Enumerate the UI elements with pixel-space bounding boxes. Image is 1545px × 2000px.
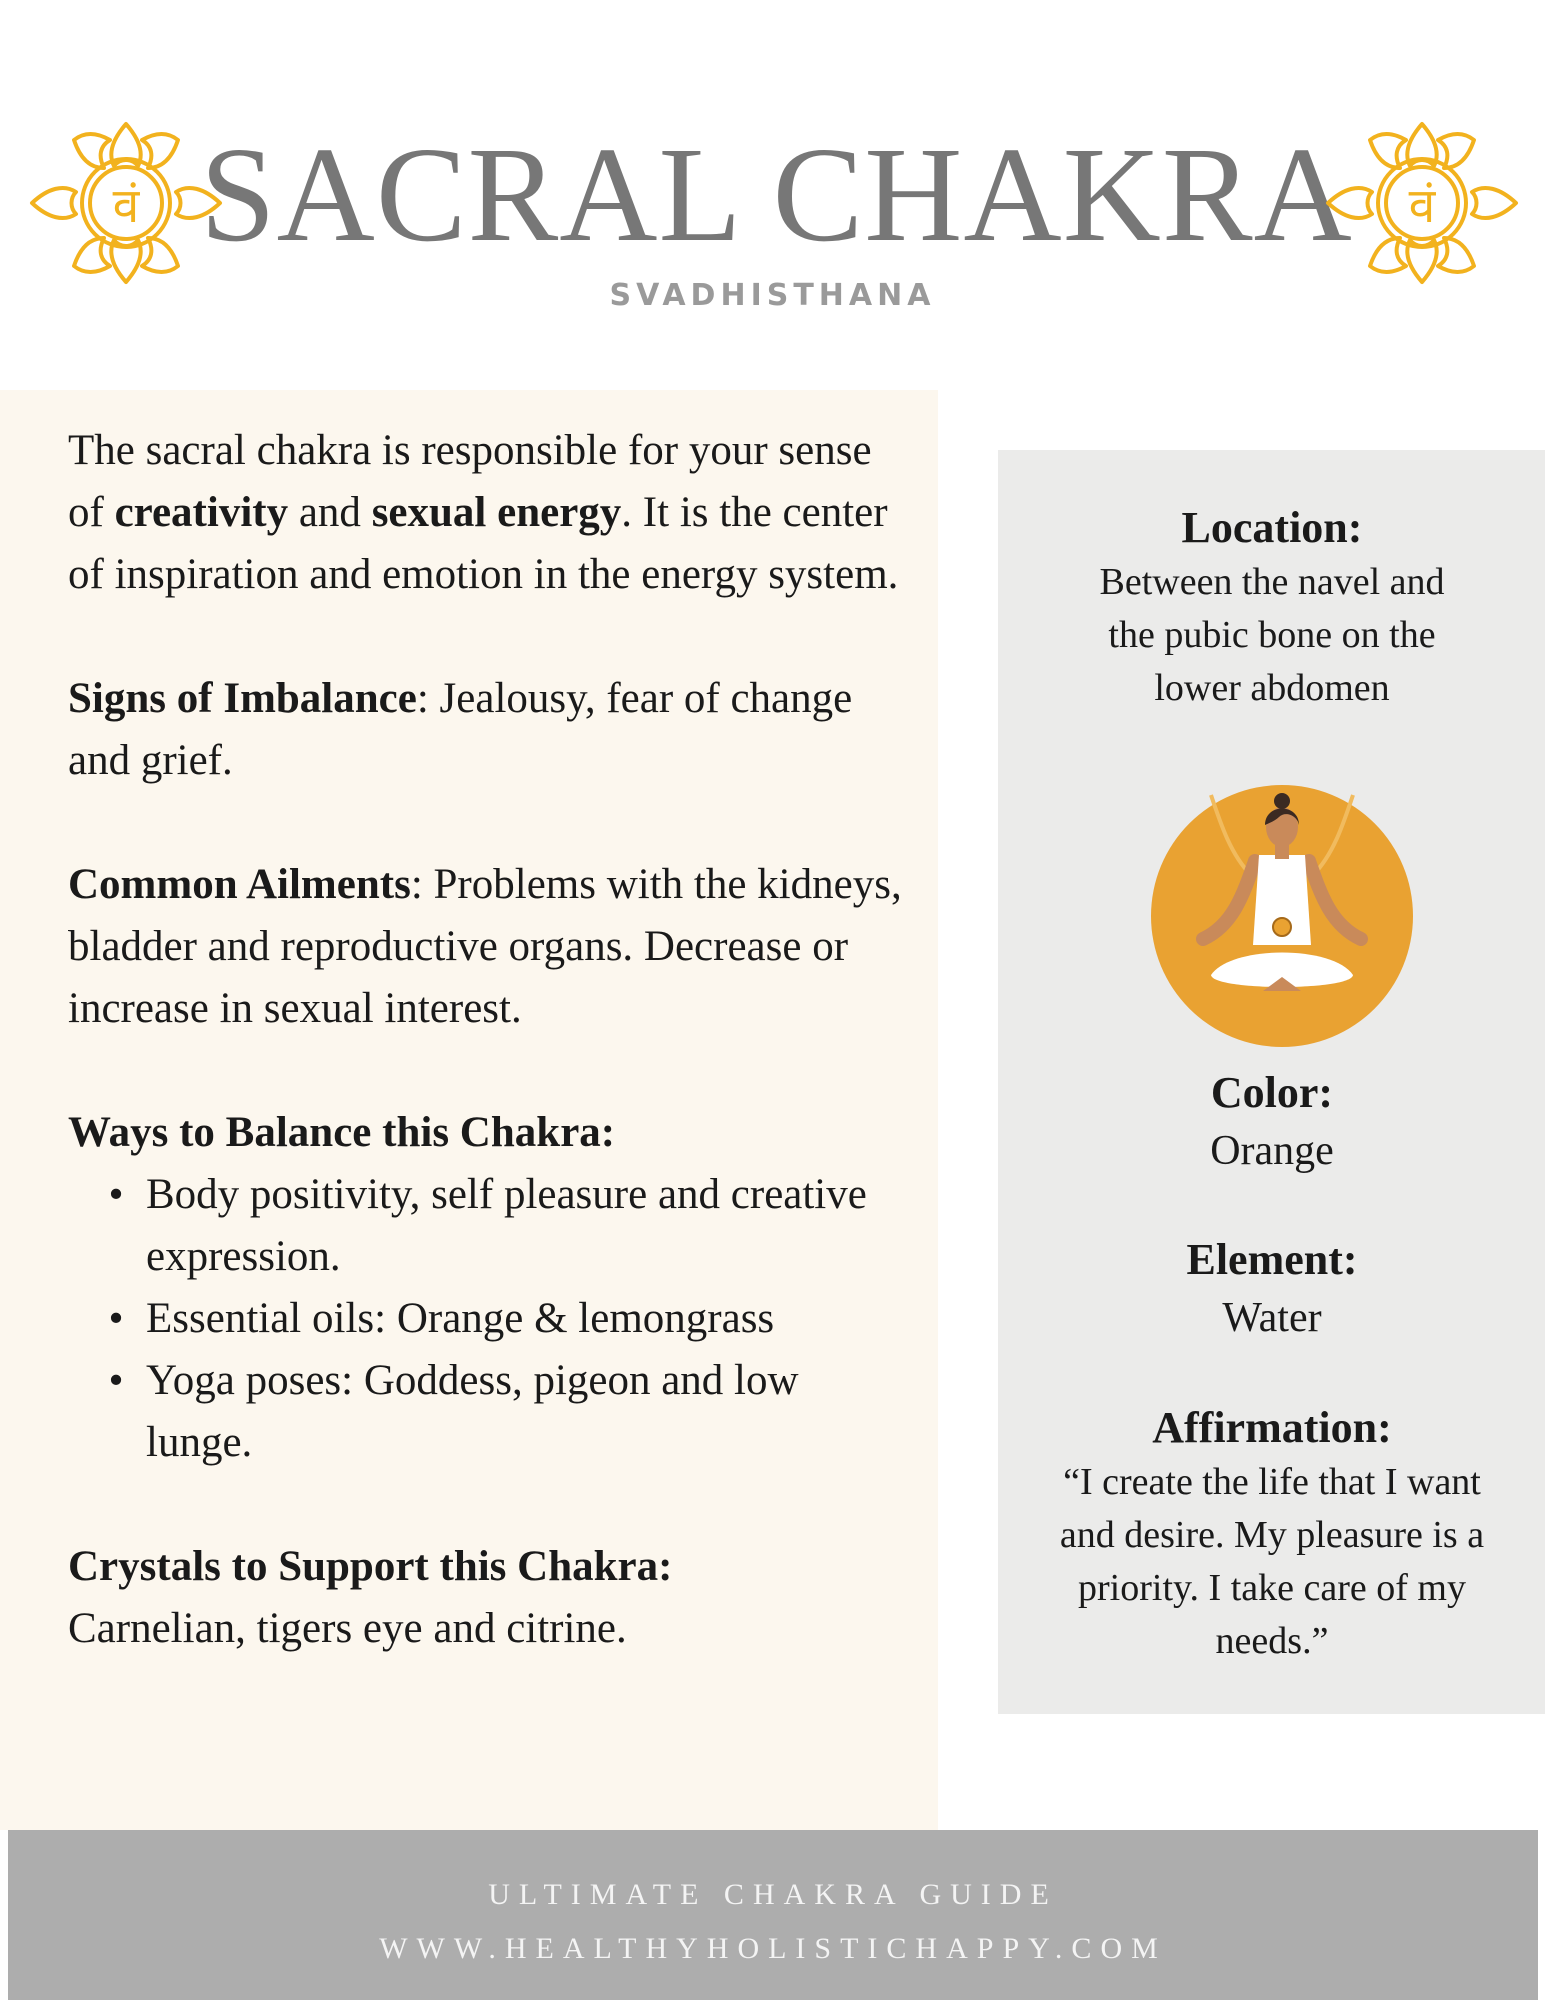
location-block (998, 500, 1545, 715)
info-panel (0, 390, 938, 1830)
imbalance-section (68, 668, 908, 792)
balance-label: Ways to Balance this Chakra: (68, 1109, 616, 1156)
svg-text:वं: वं (112, 178, 140, 234)
page-header (0, 0, 1545, 380)
balance-list (68, 1164, 908, 1474)
balance-section (68, 1102, 908, 1474)
page-subtitle: SVADHISTHANA (609, 278, 936, 313)
affirmation-block (998, 1400, 1545, 1668)
sacral-chakra-lotus-icon (28, 118, 224, 288)
sacral-chakra-lotus-icon (1324, 118, 1520, 288)
crystals-label: Crystals to Support this Chakra: (68, 1543, 673, 1590)
ailments-text: : Problems with the kidneys, bladder and reproductive organs. Decrease or increase in sexual interest. (68, 861, 902, 1032)
page-footer (8, 1830, 1538, 2000)
ailments-label: Common Ailments (68, 861, 411, 908)
affirmation-line: priority. I take care of my (1078, 1567, 1466, 1609)
attributes-panel (998, 450, 1545, 1714)
list-item: • Yoga poses: Goddess, pigeon and low lunge. (108, 1357, 799, 1466)
svg-text:वं: वं (1408, 178, 1436, 234)
affirmation-line: and desire. My pleasure is a (1059, 1514, 1485, 1556)
affirmation-label: Affirmation: (1152, 1403, 1392, 1452)
footer-website-link[interactable]: WWW.HEALTHYHOLISTICHAPPY.COM (379, 1932, 1167, 1965)
location-line: lower abdomen (1154, 667, 1390, 709)
crystals-section (68, 1536, 908, 1660)
meditating-woman-icon (1151, 785, 1413, 1047)
list-item: • Essential oils: Orange & lemongrass (108, 1295, 775, 1342)
footer-guide-title: ULTIMATE CHAKRA GUIDE (488, 1878, 1058, 1911)
location-line: Between the navel and (1099, 561, 1445, 603)
color-label: Color: (1210, 1068, 1334, 1117)
location-line: the pubic bone on the (1108, 614, 1436, 656)
affirmation-line: needs.” (1215, 1620, 1329, 1662)
page-title: SACRAL CHAKRA (200, 120, 1353, 270)
imbalance-text: : Jealousy, fear of change and grief. (68, 675, 853, 784)
intro-paragraph: The sacral chakra is responsible for your sense of creativity and sexual energy. It is the center of inspiration and emotion in the energy system. (68, 427, 899, 598)
crystals-text: Carnelian, tigers eye and citrine. (68, 1605, 627, 1652)
location-label: Location: (1181, 503, 1363, 552)
element-block (998, 1232, 1545, 1348)
imbalance-label: Signs of Imbalance (68, 675, 417, 722)
affirmation-line: “I create the life that I want (1063, 1461, 1481, 1503)
ailments-section (68, 854, 908, 1040)
element-label: Element: (1186, 1235, 1358, 1284)
color-block (998, 1065, 1545, 1181)
color-value: Orange (1210, 1128, 1334, 1174)
element-value: Water (1222, 1295, 1322, 1341)
list-item: • Body positivity, self pleasure and creative expression. (108, 1171, 867, 1280)
